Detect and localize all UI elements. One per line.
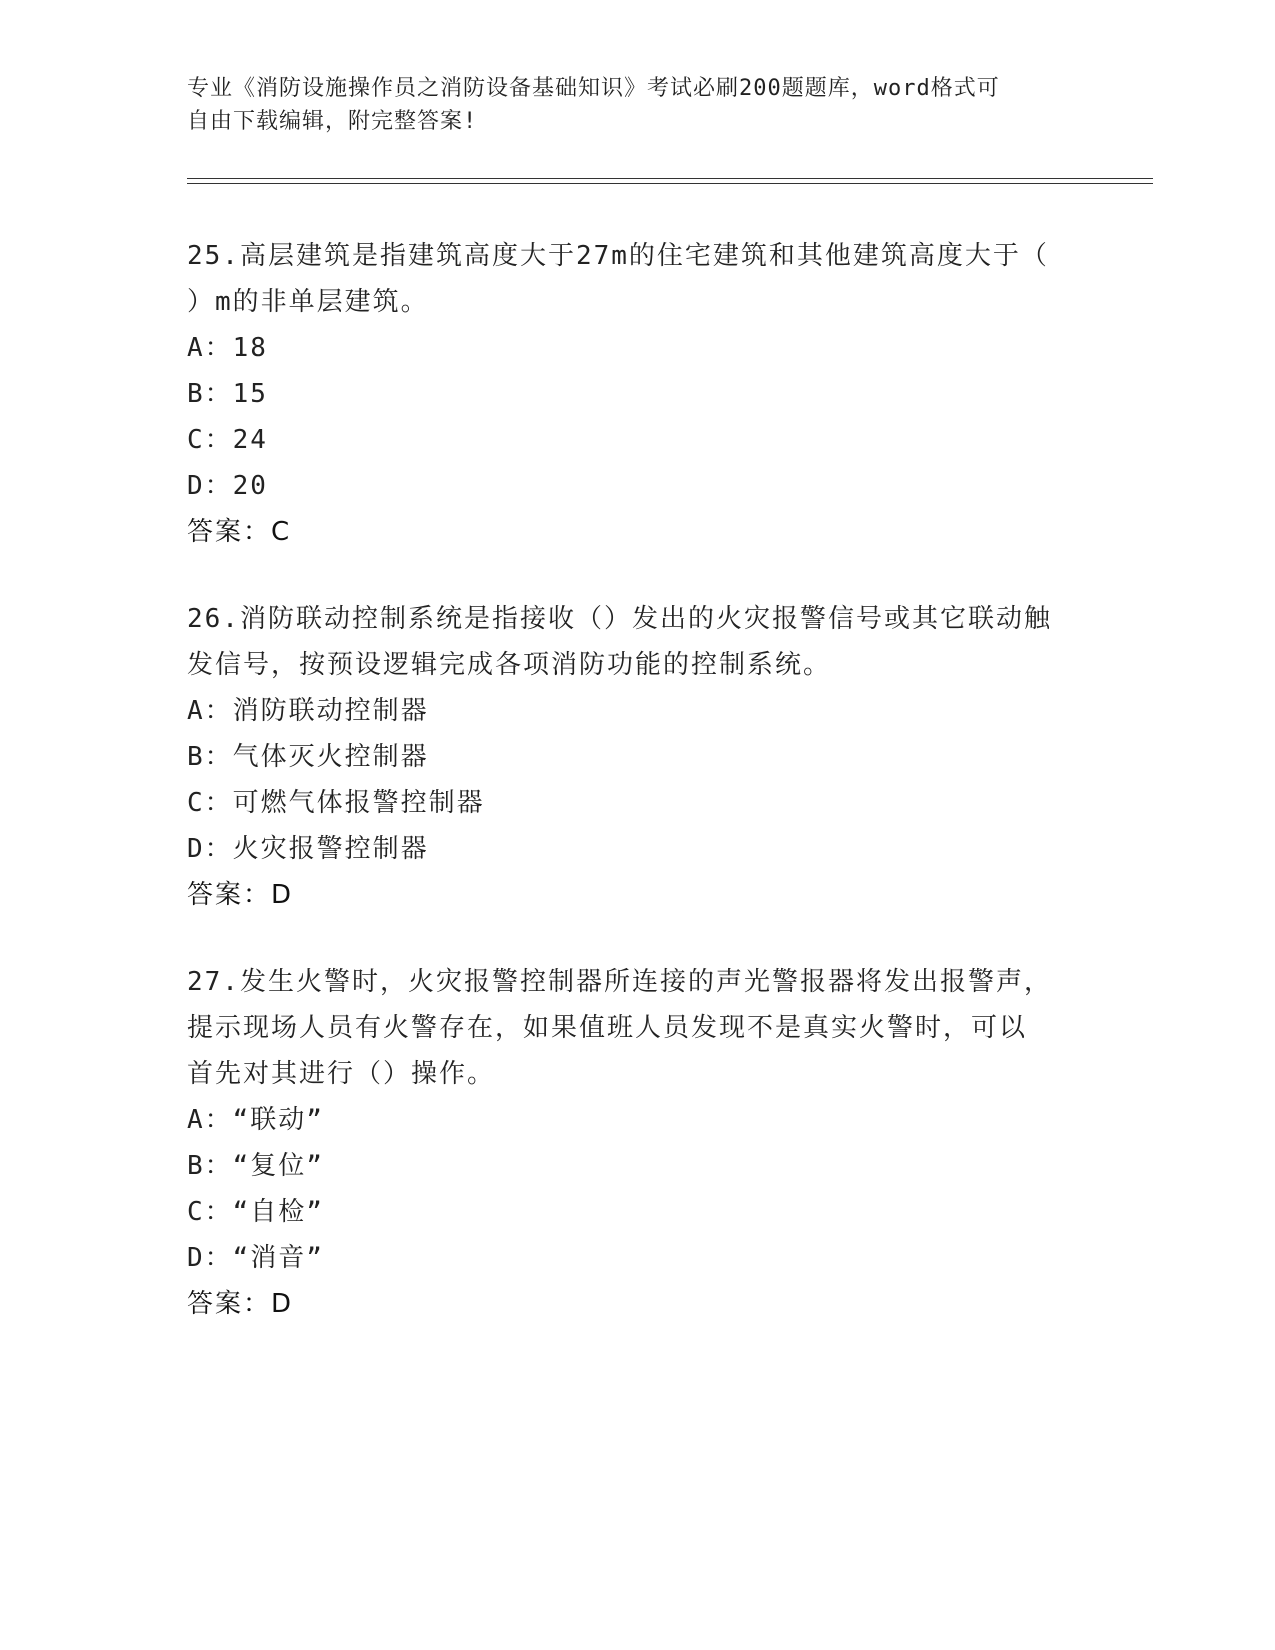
option-b: B：气体灭火控制器	[187, 742, 429, 772]
document-header	[187, 72, 1067, 138]
question-stem-line: 27.发生火警时，火灾报警控制器所连接的声光警报器将发出报警声，	[187, 967, 1052, 997]
option-a: A：“联动”	[187, 1105, 324, 1135]
answer-line: 答案：C	[187, 517, 292, 547]
option-b: B：15	[187, 379, 268, 409]
question-stem-line: 发信号，按预设逻辑完成各项消防功能的控制系统。	[187, 650, 832, 680]
option-d: D：火灾报警控制器	[187, 834, 429, 864]
header-divider	[187, 183, 1153, 184]
option-d: D：“消音”	[187, 1243, 324, 1273]
question-block	[187, 596, 1087, 918]
option-c: C：24	[187, 425, 268, 455]
option-b: B：“复位”	[187, 1151, 324, 1181]
answer-line: 答案：D	[187, 1289, 294, 1319]
option-c: C：“自检”	[187, 1197, 324, 1227]
question-stem-line: 25.高层建筑是指建筑高度大于27m的住宅建筑和其他建筑高度大于（	[187, 241, 1049, 271]
question-stem-line: 26.消防联动控制系统是指接收（）发出的火灾报警信号或其它联动触	[187, 604, 1052, 634]
question-stem-line: 首先对其进行（）操作。	[187, 1059, 496, 1089]
answer-line: 答案：D	[187, 880, 294, 910]
question-block	[187, 233, 1087, 555]
option-d: D：20	[187, 471, 268, 501]
option-c: C：可燃气体报警控制器	[187, 788, 485, 818]
header-line: 自由下载编辑，附完整答案!	[187, 109, 478, 134]
question-stem-line: ）m的非单层建筑。	[187, 287, 429, 317]
question-stem-line: 提示现场人员有火警存在，如果值班人员发现不是真实火警时，可以	[187, 1013, 1028, 1043]
header-divider	[187, 178, 1153, 179]
option-a: A：18	[187, 333, 268, 363]
option-a: A：消防联动控制器	[187, 696, 429, 726]
question-block	[187, 959, 1087, 1327]
header-line: 专业《消防设施操作员之消防设备基础知识》考试必刷200题题库，word格式可	[187, 76, 1000, 101]
